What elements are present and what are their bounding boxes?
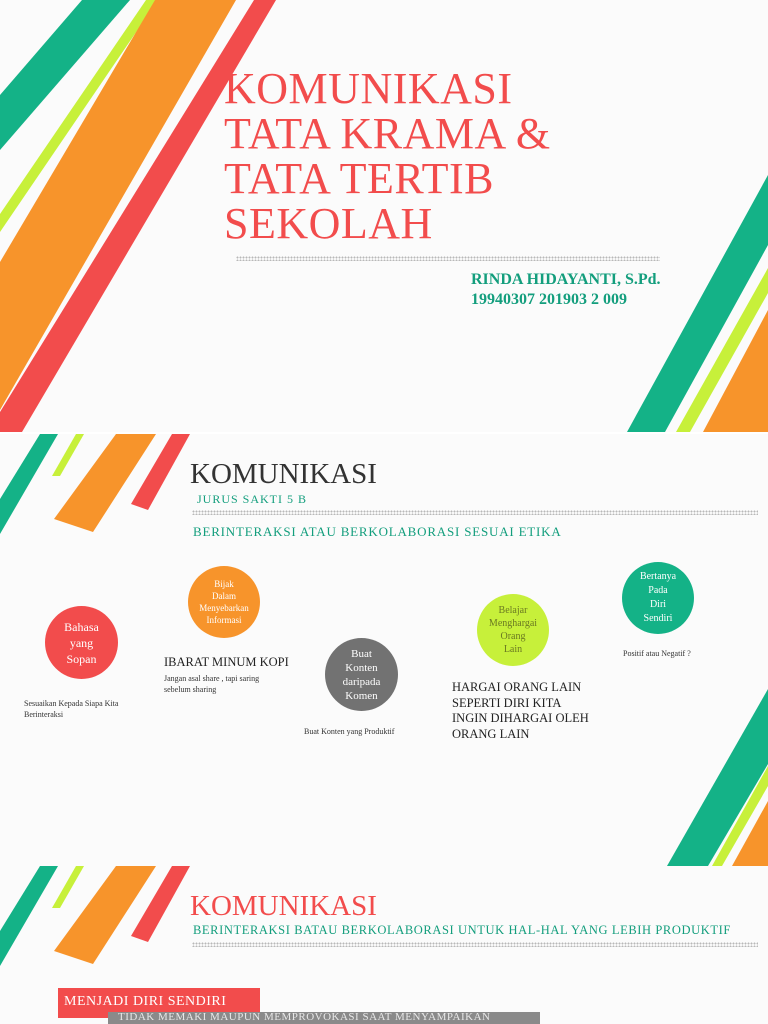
tag-label: MENJADI DIRI SENDIRI bbox=[64, 994, 227, 1009]
bottom-bar-text: TIDAK MEMAKI MAUPUN MEMPROVOKASI SAAT MENYAMPAIKAN bbox=[118, 1012, 491, 1023]
section-heading: BERINTERAKSI BATAU BERKOLABORASI UNTUK HAL-HAL YANG LEBIH PRODUKTIF bbox=[193, 923, 731, 937]
circle-label: Buat Konten daripada Komen bbox=[342, 647, 381, 702]
note-konten: Buat Konten yang Produktif bbox=[304, 727, 395, 736]
note-bijak: Jangan asal share , tapi saring sebelum sharing bbox=[164, 674, 260, 694]
circle-bahasa-sopan bbox=[45, 606, 118, 679]
bottom-bar bbox=[108, 1012, 540, 1024]
dotted-divider bbox=[192, 942, 758, 947]
stripe-lime bbox=[52, 434, 84, 476]
stripe-teal bbox=[0, 866, 58, 966]
circle-label: Belajar Menghargai Orang Lain bbox=[488, 605, 538, 655]
slide-produktif bbox=[0, 866, 768, 1024]
circle-konten bbox=[325, 638, 398, 711]
dotted-divider bbox=[192, 510, 758, 515]
slide-heading: KOMUNIKASI bbox=[190, 458, 377, 490]
dotted-divider bbox=[236, 256, 660, 261]
note-bahasa: Sesuaikan Kepada Siapa Kita Berinteraksi bbox=[24, 699, 119, 719]
stripe-teal bbox=[0, 434, 58, 534]
circle-menghargai bbox=[477, 594, 549, 666]
circle-bijak bbox=[188, 566, 260, 638]
circle-label: Bijak Dalam Menyebarkan Informasi bbox=[199, 579, 249, 625]
author-nip: 19940307 201903 2 009 bbox=[471, 291, 627, 308]
stripe-lime bbox=[52, 866, 84, 908]
caption-kopi: IBARAT MINUM KOPI bbox=[164, 655, 289, 669]
slide-subtitle: JURUS SAKTI 5 B bbox=[197, 492, 308, 506]
circle-label: Bertanya Pada Diri Sendiri bbox=[639, 571, 677, 624]
slide-heading: KOMUNIKASI bbox=[190, 890, 377, 922]
circle-label: Bahasa yang Sopan bbox=[64, 619, 99, 666]
slide-jurus-sakti bbox=[0, 432, 768, 866]
slide-title bbox=[0, 0, 768, 432]
author-name: RINDA HIDAYANTI, S.Pd. bbox=[471, 271, 661, 288]
circle-bertanya bbox=[622, 562, 694, 634]
note-bertanya: Positif atau Negatif ? bbox=[623, 649, 691, 658]
caption-hargai: HARGAI ORANG LAIN SEPERTI DIRI KITA INGIN DIHARGAI OLEH ORANG LAIN bbox=[452, 680, 589, 741]
slide-title-heading: KOMUNIKASI TATA KRAMA & TATA TERTIB SEKOLAH bbox=[224, 64, 551, 248]
section-heading: BERINTERAKSI ATAU BERKOLABORASI SESUAI ETIKA bbox=[193, 524, 562, 539]
